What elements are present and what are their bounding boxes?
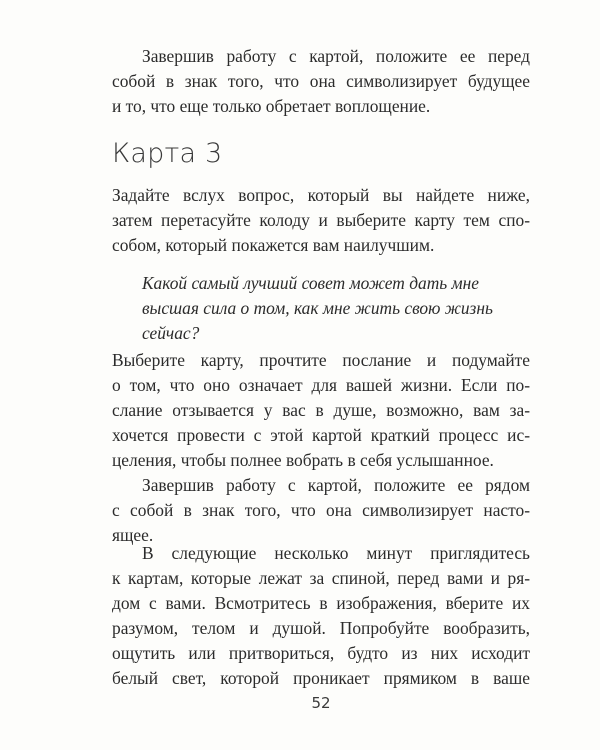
text-line: хочется провести с этой картой краткий процесс ис- [112,425,530,445]
text-line: собой в знак того, что она символизирует будущее [112,71,530,91]
text-line: высшая сила о том, как мне жить свою жизнь [142,298,493,318]
text-line: Задайте вслух вопрос, который вы найдете ниже, [112,185,530,205]
intro-paragraph [112,44,530,119]
text-line: к картам, которые лежат за спиной, перед вами и ря- [112,568,530,588]
text-line: ящее. [112,525,154,545]
text-line: Завершив работу с картой, положите ее рядом [142,475,530,495]
text-line: ощутить или притвориться, будто из них исходит [112,643,530,663]
placement-paragraph [112,473,530,548]
text-line: собом, который покажется вам наилучшим. [112,235,435,255]
text-line: белый свет, которой проникает прямиком в ваше [112,668,530,688]
question-quote [142,271,530,346]
text-line: разумом, телом и душой. Попробуйте вообразить, [112,618,530,638]
text-line: целения, чтобы полнее вобрать в себя услышанное. [112,450,494,470]
section-heading: Карта 3 [112,138,223,169]
text-line: дом с вами. Всмотритесь в изображения, вберите их [112,593,530,613]
text-line: слание отзывается у вас в душе, возможно, вам за- [112,400,530,420]
text-line: Какой самый лучший совет может дать мне [142,273,479,293]
text-line: затем перетасуйте колоду и выберите карту тем спо- [112,210,530,230]
text-line: и то, что еще только обретает воплощение. [112,96,431,116]
text-line: с собой в знак того, что она символизирует насто- [112,500,530,520]
message-paragraph [112,348,530,473]
text-line: В следующие несколько минут приглядитесь [142,543,530,563]
text-line: Выберите карту, прочтите послание и подумайте [112,350,530,370]
text-line: о том, что оно означает для вашей жизни. Если по- [112,375,530,395]
instruction-paragraph [112,183,530,258]
page-number: 52 [311,694,331,712]
text-line: сейчас? [142,323,200,343]
text-line: Завершив работу с картой, положите ее перед [142,46,530,66]
visualization-paragraph [112,541,530,691]
book-page [112,0,530,750]
